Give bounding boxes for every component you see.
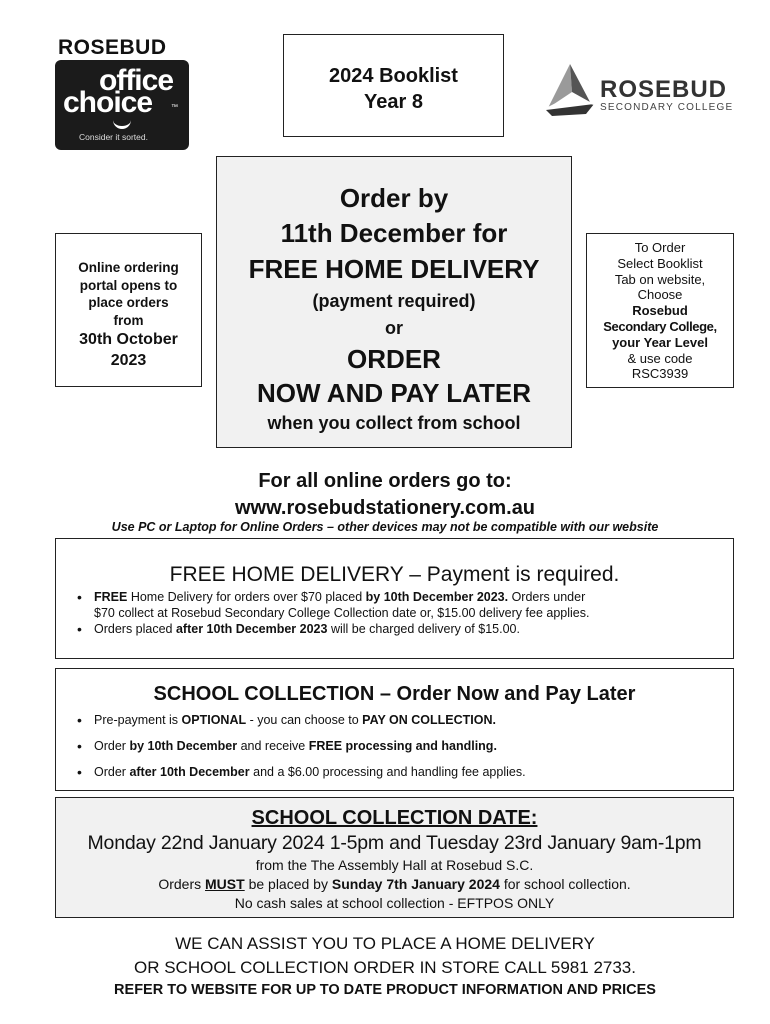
logo-tagline: Consider it sorted. [79,132,148,142]
sc-b1-text2: - you can choose to [246,713,363,727]
sc-b2-text2: and receive [237,739,309,753]
instr-line-7: your Year Level [612,334,708,350]
portal-line-2: portal opens to [79,277,178,293]
footer-assist-line-1: WE CAN ASSIST YOU TO PLACE A HOME DELIVERY [175,934,595,953]
order-deadline-box [216,156,572,448]
sc-b1-bold2: PAY ON COLLECTION. [362,713,496,727]
instr-line-4: Choose [637,287,683,303]
main-pay-later: NOW AND PAY LATER [257,378,531,408]
sail-emblem-icon [542,62,598,118]
logo-word-office: office [99,64,174,97]
sc-bullet-3 [94,759,733,785]
collection-location: from the The Assembly Hall at Rosebud S.C. [255,857,534,873]
collection-date-title: SCHOOL COLLECTION DATE: [251,807,538,829]
portal-open-year: 2023 [110,352,147,369]
logo-trademark: ™ [171,104,178,111]
sc-b2-bold2: FREE processing and handling. [308,739,497,753]
main-free-delivery: FREE HOME DELIVERY [248,254,540,284]
instr-code: RSC3939 [631,366,689,382]
instr-line-8: & use code [627,350,693,366]
cd-must-text3: for school collection. [499,876,631,892]
collection-dates: Monday 22nd January 2024 1-5pm and Tuesday 23rd January 9am-1pm [87,832,702,854]
home-delivery-bullet-2 [94,621,733,637]
sc-b3-text2: and a $6.00 processing and handling fee applies. [249,765,526,779]
collection-payment-note: No cash sales at school collection - EFTPOS ONLY [234,895,555,911]
logo-word-choice: choice [63,86,153,119]
hd-b1-line2: $70 collect at Rosebud Secondary College Collection date or, $15.00 delivery fee applies. [94,606,590,620]
instr-line-1: To Order [634,240,686,255]
sc-bullet-1 [94,707,733,733]
instr-line-3: Tab on website, [614,271,706,287]
main-deadline: 11th December for [280,218,508,248]
sc-b3-bold1: after 10th December [129,765,250,779]
hd-b2-text1: Orders placed [94,622,176,636]
hd-b2-text2: will be charged delivery of $15.00. [327,622,520,636]
sc-bullet-2 [94,733,733,759]
rosebud-college-logo [540,62,740,117]
main-order: ORDER [347,344,441,374]
portal-line-4: from [113,312,144,328]
school-collection-box [55,668,734,791]
sc-b2-bold1: by 10th December [129,739,238,753]
portal-open-box [55,233,202,387]
instr-line-2: Select Booklist [617,255,703,271]
home-delivery-box [55,538,734,659]
home-delivery-bullet-1 [94,589,733,621]
collection-date-box [55,797,734,918]
portal-line-3: place orders [88,295,169,310]
cd-must-bold: MUST [205,876,245,892]
website-url[interactable]: www.rosebudstationery.com.au [234,497,536,519]
sc-b1-text1: Pre-payment is [94,713,182,727]
school-collection-title: SCHOOL COLLECTION – Order Now and Pay Later [153,683,636,705]
order-instructions-box [586,233,734,388]
rosebud-brand-label: ROSEBUD [58,36,167,59]
hd-b1-text2: Orders under [508,590,586,604]
main-or: or [385,318,403,338]
online-orders-heading: For all online orders go to: [258,470,512,492]
portal-open-date: 30th October [79,331,178,348]
instr-line-5: Rosebud [632,303,688,319]
sc-b1-bold1: OPTIONAL [181,713,247,727]
main-collect-from-school: when you collect from school [267,413,521,433]
booklist-grade: Year 8 [364,91,423,113]
main-payment-required: (payment required) [312,291,476,311]
sc-b2-text1: Order [94,739,130,753]
hd-b1-text1: Home Delivery for orders over $70 placed [127,590,366,604]
cd-must-bold2: Sunday 7th January 2024 [331,876,500,892]
hd-b1-bold1: FREE [94,590,128,604]
device-compatibility-note: Use PC or Laptop for Online Orders – other devices may not be compatible with our website [111,520,659,534]
college-subtitle: SECONDARY COLLEGE [600,102,734,113]
footer-website-note: REFER TO WEBSITE FOR UP TO DATE PRODUCT INFORMATION AND PRICES [114,982,656,998]
hd-b1-bold2: by 10th December 2023. [365,590,509,604]
college-name: ROSEBUD [600,76,728,103]
office-choice-logo [55,60,189,150]
booklist-box [283,34,504,137]
footer-assist-line-2: OR SCHOOL COLLECTION ORDER IN STORE CALL 5981 2733. [134,958,636,977]
home-delivery-title: FREE HOME DELIVERY – Payment is required. [169,563,620,586]
instr-line-6: Secondary College, [603,318,717,334]
cd-must-text2: be placed by [244,876,332,892]
main-order-by: Order by [339,183,449,213]
smile-icon [113,118,131,129]
portal-line-1: Online ordering [78,260,179,275]
collection-order-deadline [56,875,733,894]
hd-b2-bold: after 10th December 2023 [175,622,328,636]
sc-b3-text1: Order [94,765,130,779]
booklist-year-title: 2024 Booklist [329,65,458,87]
cd-must-text1: Orders [158,876,206,892]
